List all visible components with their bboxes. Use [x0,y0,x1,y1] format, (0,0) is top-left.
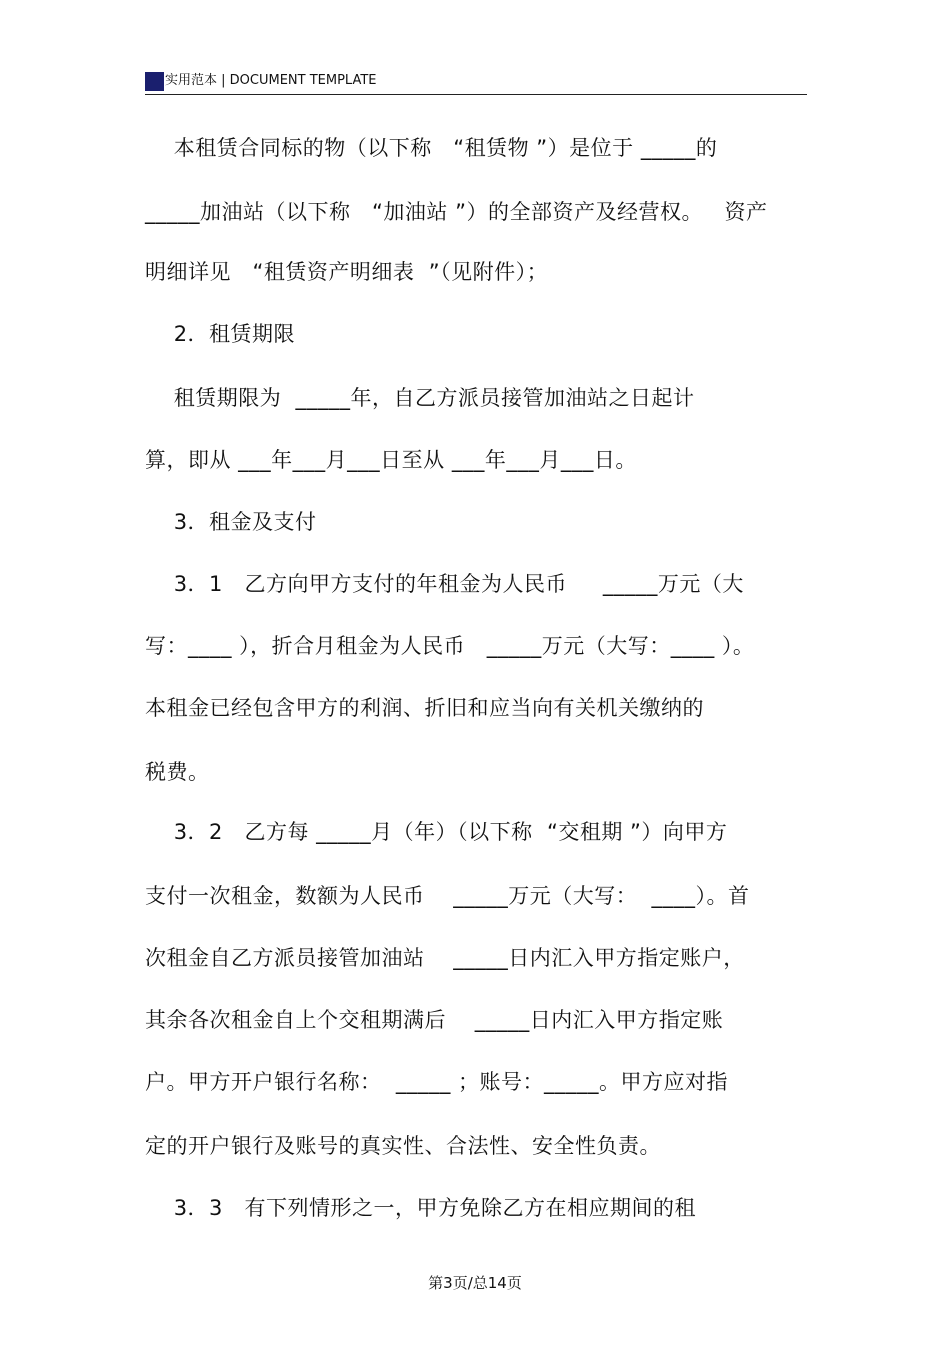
paragraph-line: 定的开户银行及账号的真实性、合法性、安全性负责。 [145,1134,661,1158]
paragraph-line: 本租金已经包含甲方的利润、折旧和应当向有关机关缴纳的 [145,696,704,720]
paragraph-line: 租赁期限为 _____年，自乙方派员接管加油站之日起计 [145,386,695,410]
paragraph-line: 3．2 乙方每 _____月（年）（以下称 “交租期 ”）向甲方 [145,820,728,844]
header-label: 实用范本 | DOCUMENT TEMPLATE [165,73,377,88]
section-heading: 3．租金及支付 [145,510,317,534]
paragraph-line: 支付一次租金，数额为人民币 _____万元（大写： ____）。首 [145,884,750,908]
paragraph-line: 税费。 [145,760,210,784]
paragraph-line: 3．1 乙方向甲方支付的年租金为人民币 _____万元（大 [145,572,744,596]
paragraph-line: 其余各次租金自上个交租期满后 _____日内汇入甲方指定账 [145,1008,724,1032]
paragraph-line: 明细详见 “租赁资产明细表 ”（见附件）； [145,260,549,284]
paragraph-line: 写：____ ），折合月租金为人民币 _____万元（大写：____ ）。 [145,634,755,658]
paragraph-line: 本租赁合同标的物（以下称 “租赁物 ”）是位于 _____的 [145,136,718,160]
paragraph-line: 3．3 有下列情形之一，甲方免除乙方在相应期间的租 [145,1196,696,1220]
paragraph-line: 户。甲方开户银行名称： _____ ；账号：_____。甲方应对指 [145,1070,729,1094]
paragraph-line: 次租金自乙方派员接管加油站 _____日内汇入甲方指定账户， [145,946,745,970]
page-number: 第3页/总14页 [428,1274,522,1292]
template-logo-icon [145,72,164,91]
paragraph-line: 算，即从 ___年___月___日至从 ___年___月___日。 [145,448,637,472]
section-heading: 2．租赁期限 [145,322,296,346]
paragraph-line: _____加油站（以下称 “加油站 ”）的全部资产及经营权。 资产 [145,200,768,224]
document-header [145,70,807,95]
